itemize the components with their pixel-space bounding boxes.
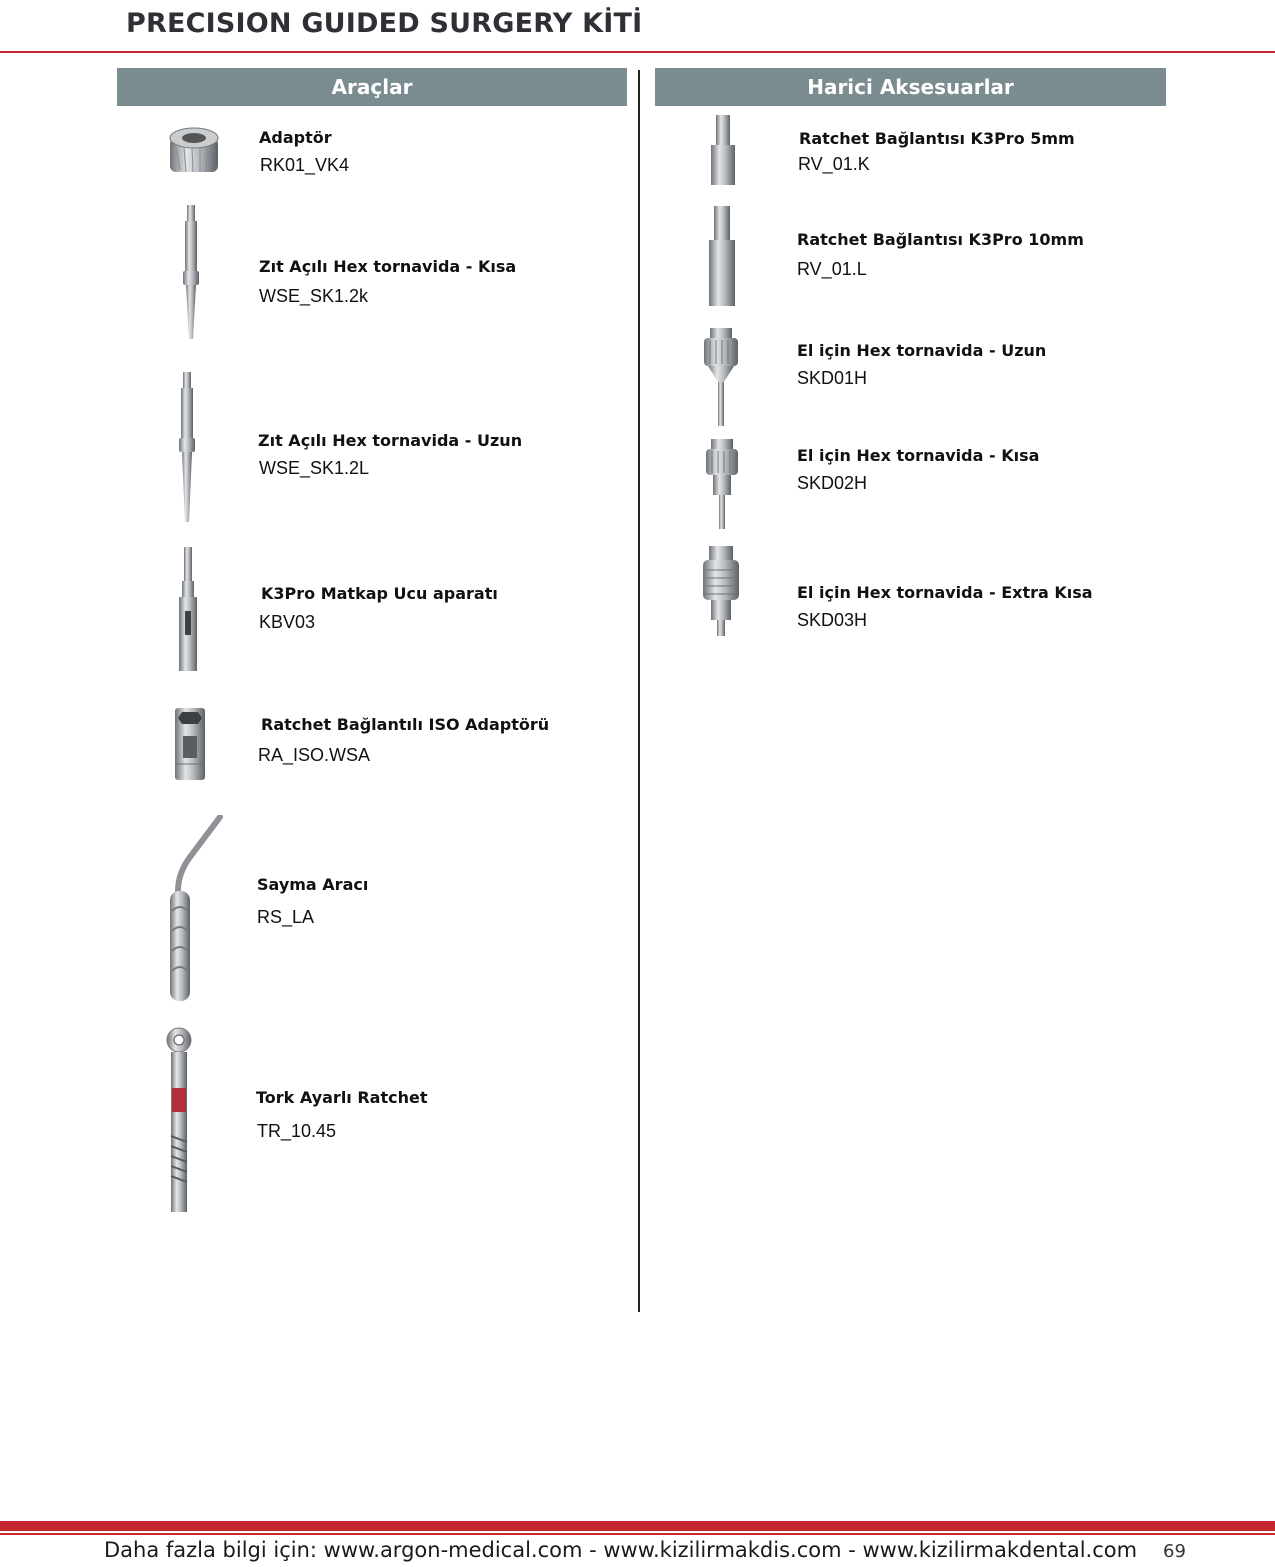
iso-adapter-icon (171, 708, 209, 782)
item-code: RV_01.L (797, 259, 867, 279)
item-name: Tork Ayarlı Ratchet (256, 1088, 428, 1107)
item-name: Ratchet Bağlantılı ISO Adaptörü (261, 715, 550, 734)
section-header-external-accessories: Harici Aksesuarlar (655, 68, 1166, 106)
item-code: RS_LA (257, 907, 315, 927)
item-code: TR_10.45 (257, 1121, 337, 1141)
hex-screwdriver-short-icon (180, 205, 202, 343)
drill-extension-icon (175, 547, 201, 671)
hand-hex-driver-extra-short-icon (700, 546, 742, 638)
item-code: SKD02H (797, 473, 868, 493)
item-name: K3Pro Matkap Ucu aparatı (261, 584, 498, 603)
item-name: Adaptör (259, 128, 332, 147)
column-divider (638, 70, 640, 1312)
footer-band (0, 1521, 1275, 1531)
item-name: Ratchet Bağlantısı K3Pro 10mm (797, 230, 1084, 249)
item-code: RV_01.K (798, 154, 870, 174)
hex-screwdriver-long-icon (176, 372, 198, 524)
counting-tool-icon (164, 815, 224, 1003)
item-code: SKD03H (797, 610, 868, 630)
item-code: KBV03 (259, 612, 316, 632)
ratchet-connector-5mm-icon (708, 115, 738, 187)
hand-hex-driver-short-icon (704, 439, 740, 531)
item-code: WSE_SK1.2k (259, 286, 369, 306)
item-code: RA_ISO.WSA (258, 745, 371, 765)
item-name: El için Hex tornavida - Uzun (797, 341, 1047, 360)
item-name: Sayma Aracı (257, 875, 369, 894)
item-name: Zıt Açılı Hex tornavida - Uzun (258, 431, 523, 450)
item-name: El için Hex tornavida - Kısa (797, 446, 1040, 465)
footer-contact-text: Daha fazla bilgi için: www.argon-medical.com - www.kizilirmakdis.com - www.kizilirmakdental.com (104, 1538, 1138, 1562)
hand-hex-driver-long-icon (702, 328, 740, 428)
section-header-tools: Araçlar (117, 68, 627, 106)
item-code: RK01_VK4 (260, 155, 350, 175)
item-code: SKD01H (797, 368, 868, 388)
item-name: El için Hex tornavida - Extra Kısa (797, 583, 1093, 602)
footer-band-thin (0, 1533, 1275, 1535)
item-name: Ratchet Bağlantısı K3Pro 5mm (799, 129, 1075, 148)
page-title: PRECISION GUIDED SURGERY KİTİ (126, 8, 643, 39)
item-code: WSE_SK1.2L (259, 458, 370, 478)
title-rule (0, 51, 1275, 53)
adapter-icon (166, 124, 222, 178)
item-name: Zıt Açılı Hex tornavida - Kısa (259, 257, 517, 276)
ratchet-connector-10mm-icon (705, 206, 739, 308)
torque-ratchet-icon (164, 1026, 196, 1218)
page-number: 69 (1163, 1541, 1186, 1562)
